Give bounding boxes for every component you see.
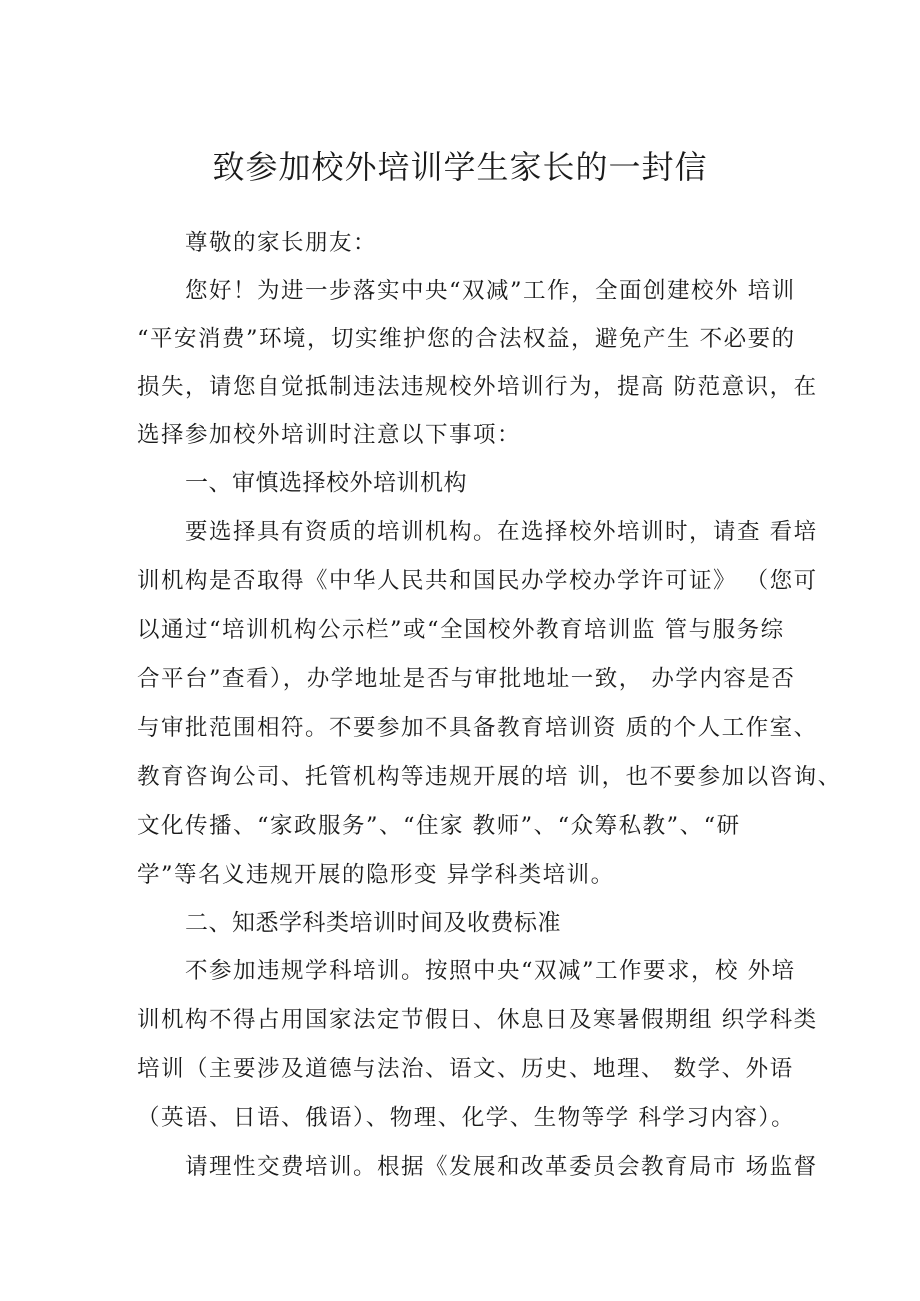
section2-line: 训机构不得占用国家法定节假日、休息日及寒暑假期组 织学科类	[137, 1007, 818, 1033]
section1-line: 合平台”查看），办学地址是否与审批地址一致， 办学内容是否	[137, 666, 796, 692]
section2-line: 不参加违规学科培训。按照中央“双减”工作要求，校 外培	[185, 958, 796, 984]
section2-line: 培训（主要涉及道德与法治、语文、历史、地理、 数学、外语	[137, 1056, 794, 1082]
section2-line: （英语、日语、俄语）、物理、化学、生物等学 科学习内容）。	[137, 1105, 796, 1131]
section1-heading: 一、审慎选择校外培训机构	[185, 470, 467, 496]
section1-line: 训机构是否取得《中华人民共和国民办学校办学许可证》 （您可	[137, 568, 818, 594]
intro-line: 选择参加校外培训时注意以下事项：	[137, 422, 522, 448]
section2-line: 请理性交费培训。根据《发展和改革委员会教育局市 场监督	[185, 1154, 818, 1180]
intro-line: 您好！为进一步落实中央“双减”工作，全面创建校外 培训	[185, 278, 796, 304]
section2-heading: 二、知悉学科类培训时间及收费标准	[185, 910, 561, 936]
section1-line: 文化传播、“家政服务”、“住家 教师”、“众筹私教”、“研	[137, 813, 741, 839]
section1-line: 要选择具有资质的培训机构。在选择校外培训时，请查 看培	[185, 519, 818, 545]
section1-line: 以通过“培训机构公示栏”或“全国校外教育培训监 管与服务综	[137, 617, 785, 643]
intro-line: “平安消费”环境，切实维护您的合法权益，避免产生 不必要的	[137, 326, 796, 352]
section1-line: 与审批范围相符。不要参加不具备教育培训资 质的个人工作室、	[137, 715, 818, 741]
salutation: 尊敬的家长朋友：	[185, 230, 378, 256]
letter-title: 致参加校外培训学生家长的一封信	[212, 148, 708, 186]
intro-line: 损失，请您自觉抵制违法违规校外培训行为，提高 防范意识，在	[137, 374, 818, 400]
section1-line: 学”等名义违规开展的隐形变 异学科类培训。	[137, 862, 615, 888]
section1-line: 教育咨询公司、托管机构等违规开展的培 训，也不要参加以咨询、	[137, 764, 842, 790]
